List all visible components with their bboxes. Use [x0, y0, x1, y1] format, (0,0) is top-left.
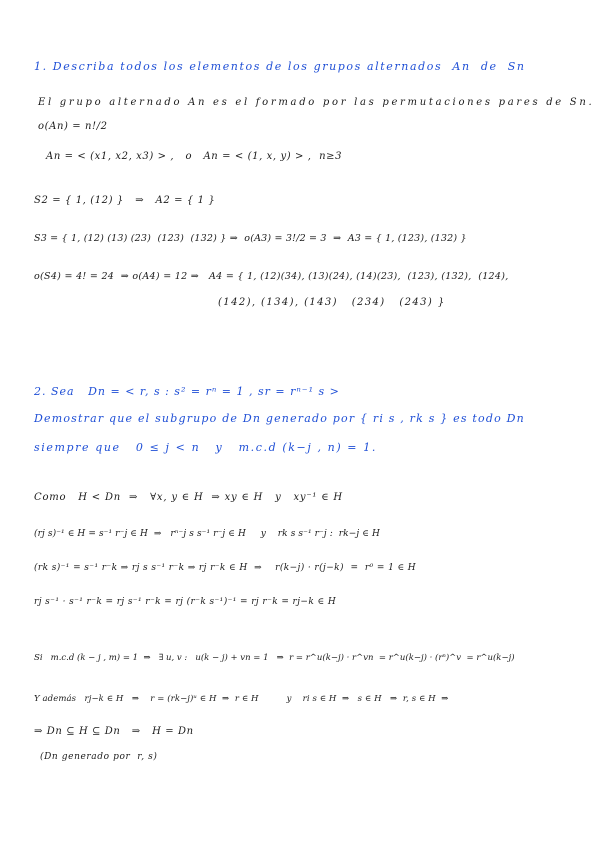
section2-statement-2: siempre que 0 ≤ j < n y m.c.d (k−j , n) = 1. — [34, 441, 377, 454]
section2-line-6: Y además rj−k ∈ H ⇒ r = (rk−j)ᵘ ∈ H ⇒ r ∈ H y ri s ∈ H ⇒ s ∈ H ⇒ r, s ∈ H ⇒ — [34, 694, 449, 704]
section2-line-2: (rj s)⁻¹ ∈ H = s⁻¹ r⁻j ∈ H ⇒ rⁿ⁻j s s⁻¹ r⁻j ∈ H y rk s s⁻¹ r⁻j : rk−j ∈ H — [34, 529, 380, 539]
section2-line-7: ⇒ Dn ⊆ H ⊆ Dn ⇒ H = Dn — [34, 726, 194, 737]
section2-line-4: rj s⁻¹ · s⁻¹ r⁻k = rj s⁻¹ r⁻k = rj (r⁻k s⁻¹)⁻¹ = rj r⁻k = rj−k ∈ H — [34, 597, 337, 607]
section1-line-7: (142), (134), (143) (234) (243) } — [218, 297, 446, 308]
section2-line-3: (rk s)⁻¹ = s⁻¹ r⁻k ⇒ rj s s⁻¹ r⁻k ⇒ rj r⁻k ∈ H ⇒ r(k−j) · r(j−k) = r⁰ = 1 ∈ H — [34, 563, 417, 573]
section2-line-8: (Dn generado por r, s) — [40, 752, 158, 762]
section2-line-1: Como H < Dn ⇒ ∀x, y ∈ H ⇒ xy ∈ H y xy⁻¹ ∈ H — [34, 492, 343, 503]
section1-title: 1. Describa todos los elementos de los grupos alternados An de Sn — [34, 60, 526, 73]
section2-statement-1: Demostrar que el subgrupo de Dn generado por { ri s , rk s } es todo Dn — [34, 412, 525, 425]
section2-header: 2. Sea Dn = < r, s : s² = rⁿ = 1 , sr = rⁿ⁻¹ s > — [34, 385, 340, 398]
section1-line-2: o(An) = n!/2 — [38, 121, 108, 132]
section2-line-5: Si m.c.d (k − j , m) = 1 ⇒ ∃ u, v : u(k − j) + vn = 1 ⇒ r = r^u(k−j) · r^vn = r^u(k−j) · (rⁿ)^v = r^u(k−j) — [34, 653, 515, 663]
section1-line-4: S2 = { 1, (12) } ⇒ A2 = { 1 } — [34, 195, 216, 206]
section1-line-1: El grupo alternado An es el formado por las permutaciones pares de Sn. — [38, 97, 595, 108]
section1-line-5: S3 = { 1, (12) (13) (23) (123) (132) } ⇒ o(A3) = 3!/2 = 3 ⇒ A3 = { 1, (123), (132) } — [34, 233, 467, 244]
section1-line-3: An = < (x1, x2, x3) > , o An = < (1, x, y) > , n≥3 — [46, 151, 343, 162]
section1-line-6: o(S4) = 4! = 24 ⇒ o(A4) = 12 ⇒ A4 = { 1, (12)(34), (13)(24), (14)(23), (123), (132), (124), — [34, 271, 509, 282]
